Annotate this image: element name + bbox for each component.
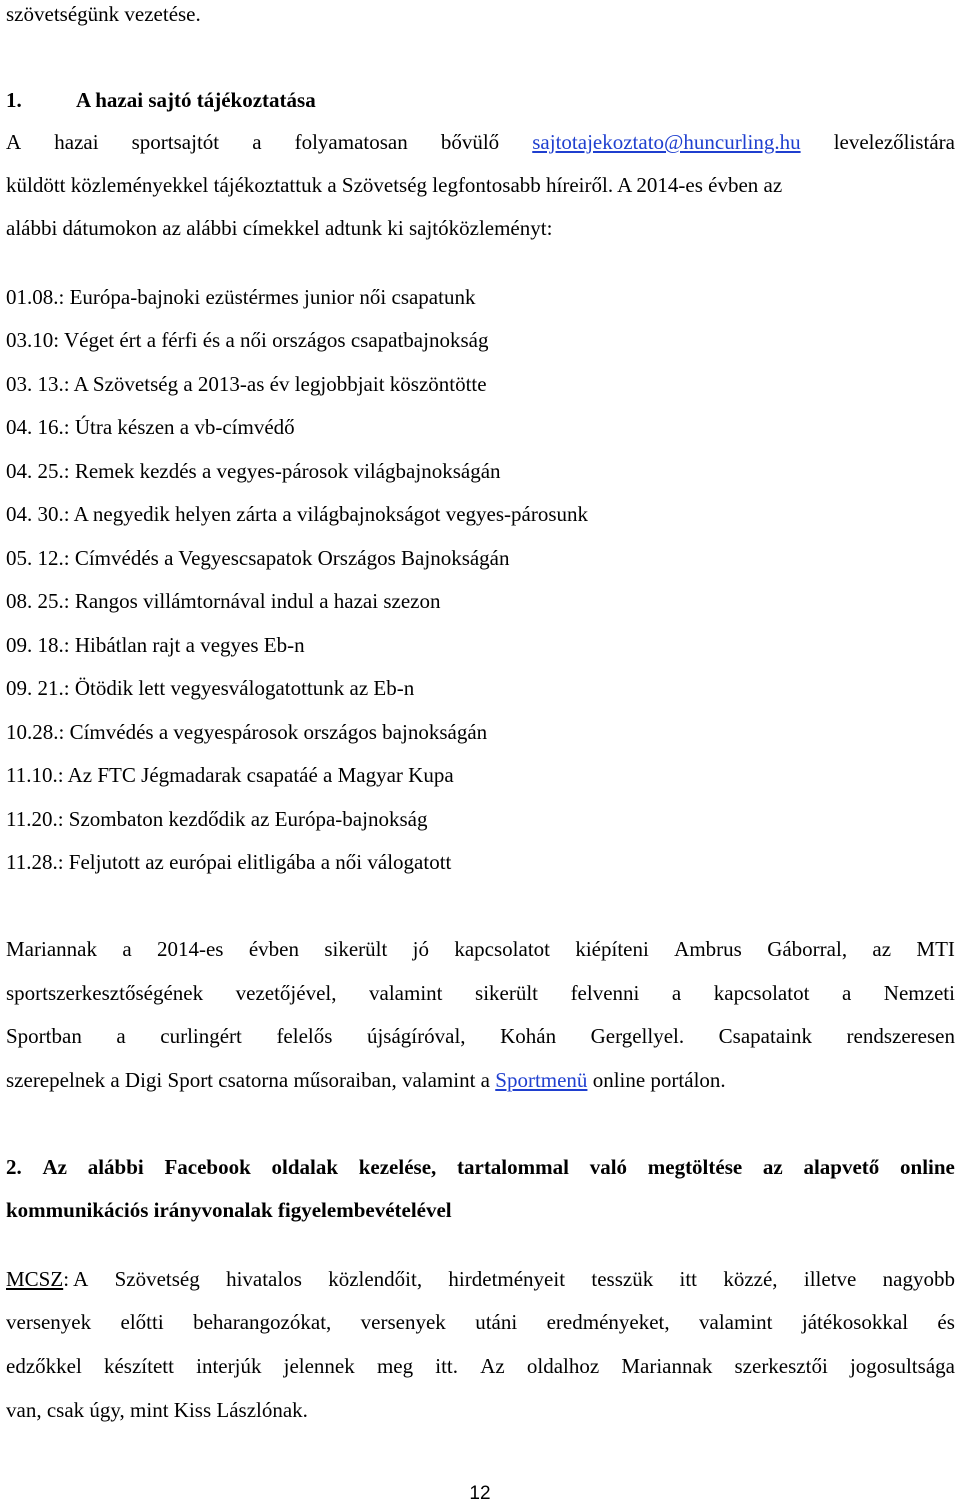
word: curlingért	[160, 1024, 242, 1048]
word: jelennek	[283, 1354, 355, 1378]
section2-number: 2.	[6, 1155, 22, 1179]
word: Mariannak	[6, 937, 97, 961]
word: Mariannak	[621, 1354, 713, 1378]
word: itt	[679, 1267, 698, 1291]
mcsz-label: MCSZ	[6, 1267, 64, 1291]
word: évben	[248, 937, 299, 961]
word: felelős	[276, 1024, 333, 1048]
list-item: 09. 18.: Hibátlan rajt a vegyes Eb-n	[6, 633, 305, 657]
word: kapcsolatot	[454, 937, 550, 961]
paragraph3-line2	[6, 1310, 955, 1334]
word: a	[671, 981, 682, 1005]
word: Gáborral,	[767, 937, 848, 961]
word: levelezőlistára	[833, 130, 955, 154]
word: versenyek	[6, 1310, 92, 1334]
word: Az	[480, 1354, 505, 1378]
word: online	[900, 1155, 955, 1179]
word: az	[762, 1155, 783, 1179]
word: nagyobb	[882, 1267, 955, 1291]
word: interjúk	[196, 1354, 262, 1378]
word: újságíróval,	[366, 1024, 466, 1048]
word: 2014-es	[156, 937, 224, 961]
word: utáni	[475, 1310, 518, 1334]
word: előtti	[120, 1310, 164, 1334]
list-item: 04. 25.: Remek kezdés a vegyes-párosok világbajnokságán	[6, 459, 501, 483]
word: kiépíteni	[575, 937, 649, 961]
section1-para-line2: küldött közleményekkel tájékoztattuk a Szövetség legfontosabb híreiről. A 2014-es évben az	[6, 173, 783, 197]
list-item: 03.10: Véget ért a férfi és a női országos csapatbajnokság	[6, 328, 489, 352]
paragraph2-line4	[6, 1068, 726, 1092]
word: szerkesztői	[734, 1354, 828, 1378]
word: beharangozókat,	[193, 1310, 332, 1334]
word: Csapataink	[718, 1024, 812, 1048]
word: : A	[63, 1267, 89, 1291]
word: valamint	[369, 981, 443, 1005]
word: az	[872, 937, 892, 961]
sportmenu-link[interactable]: Sportmenü	[495, 1068, 588, 1092]
section1-para-line3: alábbi dátumokon az alábbi címekkel adtunk ki sajtóközleményt:	[6, 216, 553, 240]
word: hirdetményeit	[448, 1267, 566, 1291]
word: kezelése,	[358, 1155, 437, 1179]
paragraph2-line3	[6, 1024, 955, 1048]
list-item: 04. 30.: A negyedik helyen zárta a világbajnokságot vegyes-párosunk	[6, 502, 589, 526]
word: tartalommal	[457, 1155, 569, 1179]
word: való	[589, 1155, 628, 1179]
word: jogosultsága	[849, 1354, 955, 1378]
word: felvenni	[570, 981, 640, 1005]
word: bővülő	[440, 130, 500, 154]
section1-title: A hazai sajtó tájékoztatása	[76, 88, 316, 112]
paragraph2-line2	[6, 981, 955, 1005]
word: vezetőjével,	[235, 981, 337, 1005]
word: edzőkkel	[6, 1354, 82, 1378]
list-item: 01.08.: Európa-bajnoki ezüstérmes junior női csapatunk	[6, 285, 476, 309]
list-item: 11.20.: Szombaton kezdődik az Európa-bajnokság	[6, 807, 428, 831]
word: a	[122, 937, 132, 961]
word: Kohán	[500, 1024, 557, 1048]
word: a	[116, 1024, 126, 1048]
word: közlendőit,	[328, 1267, 423, 1291]
top-fragment: szövetségünk vezetése.	[6, 2, 201, 26]
paragraph2-line4-after: online portálon.	[587, 1068, 726, 1092]
list-item: 11.10.: Az FTC Jégmadarak csapatáé a Magyar Kupa	[6, 763, 454, 787]
word: közzé,	[723, 1267, 778, 1291]
paragraph3-line4: van, csak úgy, mint Kiss Lászlónak.	[6, 1398, 308, 1422]
word: eredményeket,	[546, 1310, 670, 1334]
word: készített	[103, 1354, 174, 1378]
paragraph2-line4-before: szerepelnek a Digi Sport csatorna műsoraiban, valamint a	[6, 1068, 496, 1092]
list-item: 04. 16.: Útra készen a vb-címvédő	[6, 415, 295, 439]
list-item: 08. 25.: Rangos villámtornával indul a hazai szezon	[6, 589, 441, 613]
word: illetve	[803, 1267, 857, 1291]
press-email-link[interactable]: sajtotajekoztato@huncurling.hu	[532, 130, 801, 154]
word: valamint	[699, 1310, 773, 1334]
word: hazai	[54, 130, 99, 154]
word: sikerült	[324, 937, 388, 961]
word: Ambrus	[674, 937, 742, 961]
word: a	[252, 130, 262, 154]
word: Szövetség	[114, 1267, 200, 1291]
word: MTI	[916, 937, 955, 961]
list-item: 11.28.: Feljutott az európai elitligába a női válogatott	[6, 850, 452, 874]
word: hivatalos	[226, 1267, 302, 1291]
word: Facebook	[164, 1155, 251, 1179]
word: sportsajtót	[131, 130, 220, 154]
word: jó	[412, 937, 430, 961]
word: oldalak	[271, 1155, 339, 1179]
word: Gergellyel.	[590, 1024, 685, 1048]
word: sikerült	[475, 981, 539, 1005]
paragraph3-line1	[6, 1267, 955, 1291]
word: versenyek	[360, 1310, 446, 1334]
word: folyamatosan	[294, 130, 408, 154]
list-item: 09. 21.: Ötödik lett vegyesválogatottunk az Eb-n	[6, 676, 415, 700]
word: Az	[42, 1155, 67, 1179]
word: kapcsolatot	[713, 981, 810, 1005]
word: Nemzeti	[883, 981, 955, 1005]
word: tesszük	[591, 1267, 654, 1291]
word: Sportban	[6, 1024, 82, 1048]
list-item: 10.28.: Címvédés a vegyespárosok országos bajnokságán	[6, 720, 488, 744]
paragraph3-line3	[6, 1354, 955, 1378]
word: és	[937, 1310, 955, 1334]
section1-number: 1.	[6, 88, 22, 112]
word: meg	[376, 1354, 414, 1378]
section2-title-line2: kommunikációs irányvonalak figyelembevételével	[6, 1198, 452, 1222]
word: oldalhoz	[526, 1354, 600, 1378]
list-item: 05. 12.: Címvédés a Vegyescsapatok Országos Bajnokságán	[6, 546, 510, 570]
word: alapvető	[803, 1155, 880, 1179]
mcsz-label-group	[6, 1267, 88, 1291]
paragraph2-line1	[6, 937, 955, 961]
page-number: 12	[469, 1483, 491, 1504]
word: rendszeresen	[846, 1024, 955, 1048]
word: játékosokkal	[801, 1310, 909, 1334]
word: sportszerkesztőségének	[6, 981, 204, 1005]
section1-para-line1	[6, 130, 955, 154]
word: itt.	[435, 1354, 459, 1378]
word: A	[6, 130, 22, 154]
word: alábbi	[87, 1155, 144, 1179]
section2-title-line1	[6, 1155, 955, 1179]
word: a	[841, 981, 852, 1005]
word: megtöltése	[647, 1155, 743, 1179]
list-item: 03. 13.: A Szövetség a 2013-as év legjobbjait köszöntötte	[6, 372, 487, 396]
